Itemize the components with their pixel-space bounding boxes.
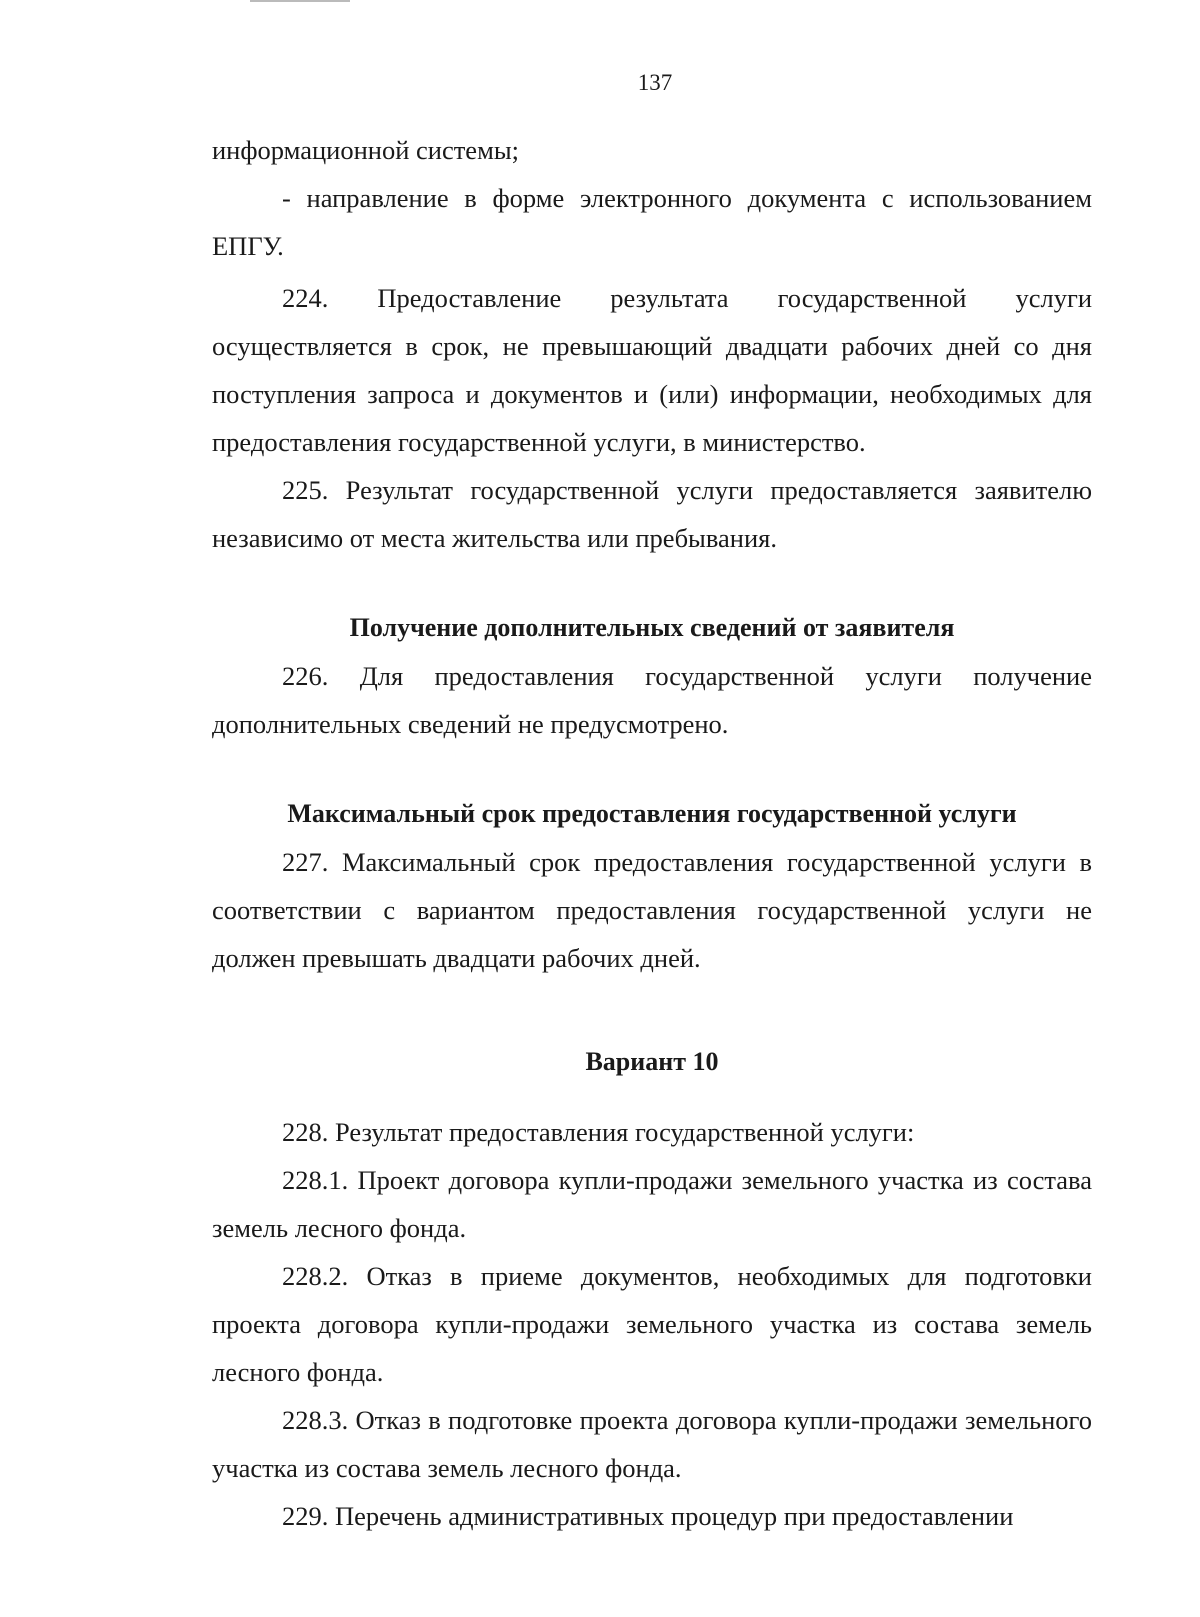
paragraph-228-2: 228.2. Отказ в приеме документов, необходимых для подготовки проекта договора купли-продажи земельного участка из состава земель лесного фонда. [212, 1261, 1092, 1387]
page-number: 137 [637, 70, 673, 95]
heading-additional-info: Получение дополнительных сведений от заявителя [349, 613, 955, 642]
paragraph-224: 224. Предоставление результата государственной услуги осуществляется в срок, не превышающий двадцати рабочих дней со дня поступления запроса и документов и (или) информации, необходимых для предоставления государственной услуги, в министерство. [212, 283, 1092, 457]
paragraph-info-system: информационной системы; [212, 135, 520, 165]
scan-artifact [250, 0, 350, 2]
paragraph-229: 229. Перечень административных процедур при предоставлении [282, 1501, 1014, 1531]
paragraph-228: 228. Результат предоставления государственной услуги: [282, 1117, 915, 1147]
paragraph-228-3: 228.3. Отказ в подготовке проекта договора купли-продажи земельного участка из состава земель лесного фонда. [212, 1405, 1092, 1483]
paragraph-228-1: 228.1. Проект договора купли-продажи земельного участка из состава земель лесного фонда. [212, 1165, 1092, 1243]
document-body [212, 126, 1092, 1540]
paragraph-225: 225. Результат государственной услуги предоставляется заявителю независимо от места жительства или пребывания. [212, 475, 1092, 553]
paragraph-226: 226. Для предоставления государственной услуги получение дополнительных сведений не предусмотрено. [212, 661, 1092, 739]
paragraph-electronic-direction: - направление в форме электронного документа с использованием ЕПГУ. [212, 183, 1092, 261]
heading-variant-10: Вариант 10 [585, 1047, 719, 1076]
heading-max-term: Максимальный срок предоставления государственной услуги [287, 799, 1017, 828]
paragraph-227: 227. Максимальный срок предоставления государственной услуги в соответствии с вариантом предоставления государственной услуги не должен превышать двадцати рабочих дней. [212, 847, 1092, 973]
